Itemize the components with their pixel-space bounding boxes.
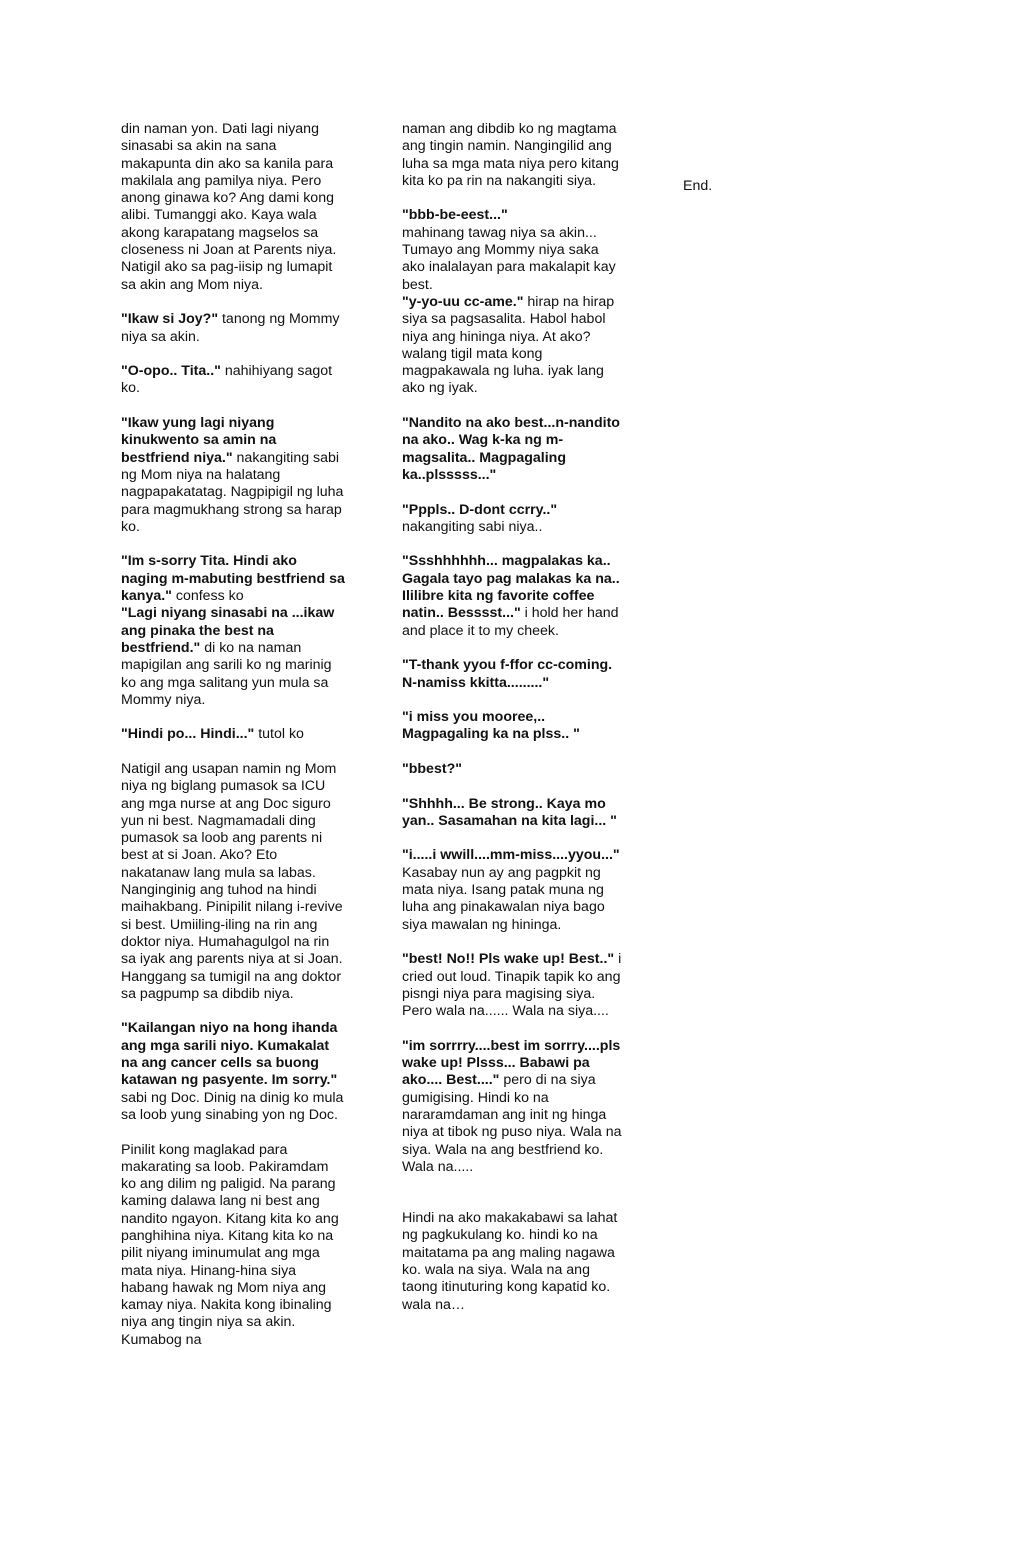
paragraph [402, 415, 624, 484]
narration-text: tanong ng Mommy niya sa akin. [121, 311, 340, 345]
paragraph [683, 178, 803, 195]
dialogue-text: "Ikaw yung lagi niyang kinukwento sa amin na bestfriend niya." [121, 415, 277, 466]
dialogue-text: "bbb-be-eest..." [402, 207, 508, 224]
paragraph [402, 847, 624, 933]
paragraph [402, 553, 624, 639]
paragraph [402, 207, 624, 397]
paragraph [402, 709, 624, 744]
dialogue-text: "Nandito na ako best...n-nandito na ako.. Wag k-ka ng m-magsalita.. Magpagaling ka..plsssss..." [402, 415, 620, 483]
dialogue-text: "y-yo-uu cc-ame." [402, 293, 524, 310]
narration-text: Hindi na ako makakabawi sa lahat ng pagkukulang ko. hindi ko na maitatama pa ang maling nagawa ko. wala na siya. Wala na ang taong itinuturing kong kapatid ko. wala na… [402, 1210, 618, 1313]
dialogue-text: "O-opo.. Tita.." [121, 363, 221, 380]
dialogue-text: "Im s-sorry Tita. Hindi ako naging m-mabuting bestfriend sa kanya." [121, 553, 345, 605]
dialogue-text: "Ssshhhhhh... magpalakas ka.. Gagala tayo pag malakas ka na.. Ililibre kita ng favorite coffee natin.. Besssst..." [402, 553, 620, 622]
narration-text: End. [683, 178, 713, 194]
dialogue-text: "im sorrrry....best im sorrry....pls wake up! Plsss... Babawi pa ako.... Best...." [402, 1037, 621, 1089]
narration-text: tutol ko [254, 726, 304, 743]
narration-text: Pinilit kong maglakad para makarating sa loob. Pakiramdam ko ang dilim ng paligid. Na parang kaming dalawa lang ni best ang nandito ngayon. Kitang kita ko ang panghihina niya. Kitang kita ko na pilit niyang iminumulat ang mga mata niya. Hinang-hina siya habang hawak ng Mom niya ang kamay niya. Nakita kong ibinaling niya ang tingin niya sa akin. Kumabog na [121, 1141, 339, 1348]
narration-text: Kasabay nun ay ang pagpkit ng mata niya. Isang patak muna ng luha ang pinakawalan niya bago siya mawalan ng hininga. [402, 864, 605, 933]
narration-text: din naman yon. Dati lagi niyang sinasabi sa akin na sana makapunta din ako sa kanila para makilala ang pamilya niya. Pero anong ginawa ko? Ang dami kong alibi. Tumanggi ako. Kaya wala akong karapatang magselos sa closeness ni Joan at Parents niya. Natigil ako sa pag-iisip ng lumapit sa akin ang Mom niya. [121, 121, 337, 293]
paragraph [121, 761, 346, 1003]
dialogue-text: "i miss you mooree,.. Magpagaling ka na plss.. " [402, 709, 580, 743]
paragraph [121, 415, 346, 536]
paragraph [402, 502, 624, 537]
text-column-2 [402, 121, 624, 1331]
narration-text: confess ko [171, 588, 244, 605]
narration-text: di ko na naman mapigilan ang sarili ko ng marinig ko ang mga salitang yun mula sa Mommy niya. [121, 639, 332, 708]
dialogue-text: "Shhhh... Be strong.. Kaya mo yan.. Sasamahan na kita lagi... " [402, 795, 617, 829]
narration-text: i cried out loud. Tinapik tapik ko ang pisngi niya para magising siya. Pero wala na...... Wala na siya.... [402, 951, 622, 1020]
narration-text: nahihiyang sagot ko. [121, 363, 333, 397]
dialogue-text: "Lagi niyang sinasabi na ...ikaw ang pinaka the best na bestfriend." [121, 605, 335, 656]
dialogue-text: "Hindi po... Hindi..." [121, 726, 255, 743]
paragraph [402, 951, 624, 1020]
narration-text: naman ang dibdib ko ng magtama ang tingin namin. Nangingilid ang luha sa mga mata niya pero kitang kita ko pa rin na nakangiti siya. [402, 121, 619, 189]
narration-text: nakangiting sabi niya.. [402, 518, 543, 535]
dialogue-text: "Pppls.. D-dont ccrry.." [402, 501, 558, 518]
narration-text: sabi ng Doc. Dinig na dinig ko mula sa loob yung sinabing yon ng Doc. [121, 1089, 344, 1123]
paragraph [121, 1020, 346, 1124]
paragraph [121, 726, 346, 743]
narration-text: i hold her hand and place it to my cheek. [402, 605, 619, 639]
paragraph [402, 761, 624, 778]
text-column-1 [121, 121, 346, 1366]
paragraph [402, 121, 624, 190]
paragraph [402, 657, 624, 692]
narration-text: Natigil ang usapan namin ng Mom niya ng biglang pumasok sa ICU ang mga nurse at ang Doc siguro yun ni best. Nagmamadali ding pumasok sa loob ang parents ni best at si Joan. Ako? Eto nakatanaw lang mula sa labas. Nanginginig ang tuhod na hindi maihakbang. Pinipilit nilang i-revive si best. Umiiling-iling na rin ang doktor niya. Humahagulgol na rin sa iyak ang parents niya at si Joan. Hanggang sa tumigil na ang doktor sa pagpump sa dibdib niya. [121, 760, 343, 1002]
dialogue-text: "Ikaw si Joy?" [121, 311, 219, 328]
text-column-3 [683, 178, 803, 213]
narration-text: nakangiting sabi ng Mom niya na halatang nagpapakatatag. Nagpipigil ng luha para magmukhang strong sa harap ko. [121, 449, 344, 535]
paragraph [121, 1142, 346, 1350]
dialogue-text: "i.....i wwill....mm-miss....yyou..." [402, 847, 620, 864]
paragraph [121, 311, 346, 346]
paragraph [402, 1210, 624, 1314]
paragraph [402, 796, 624, 831]
paragraph [402, 1038, 624, 1176]
paragraph [121, 121, 346, 294]
dialogue-text: "T-thank yyou f-ffor cc-coming. N-namiss kkitta........." [402, 657, 613, 691]
dialogue-text: "Kailangan niyo na hong ihanda ang mga sarili niyo. Kumakalat na ang cancer cells sa buong katawan ng pasyente. Im sorry." [121, 1020, 338, 1089]
paragraph [121, 553, 346, 709]
dialogue-text: "bbest?" [402, 760, 462, 777]
narration-text: mahinang tawag niya sa akin... Tumayo ang Mommy niya saka ako inalalayan para makalapit kay best. [402, 224, 616, 293]
narration-text: pero di na siya gumigising. Hindi ko na nararamdaman ang init ng hinga niya at tibok ng puso niya. Wala na siya. Wala na ang bestfriend ko. Wala na..... [402, 1072, 622, 1175]
dialogue-text: "best! No!! Pls wake up! Best.." [402, 951, 615, 968]
narration-text: hirap na hirap siya sa pagsasalita. Habol habol niya ang hininga niya. At ako? walang tigil mata kong magpakawala ng luha. iyak lang ako ng iyak. [402, 293, 615, 397]
paragraph [121, 363, 346, 398]
